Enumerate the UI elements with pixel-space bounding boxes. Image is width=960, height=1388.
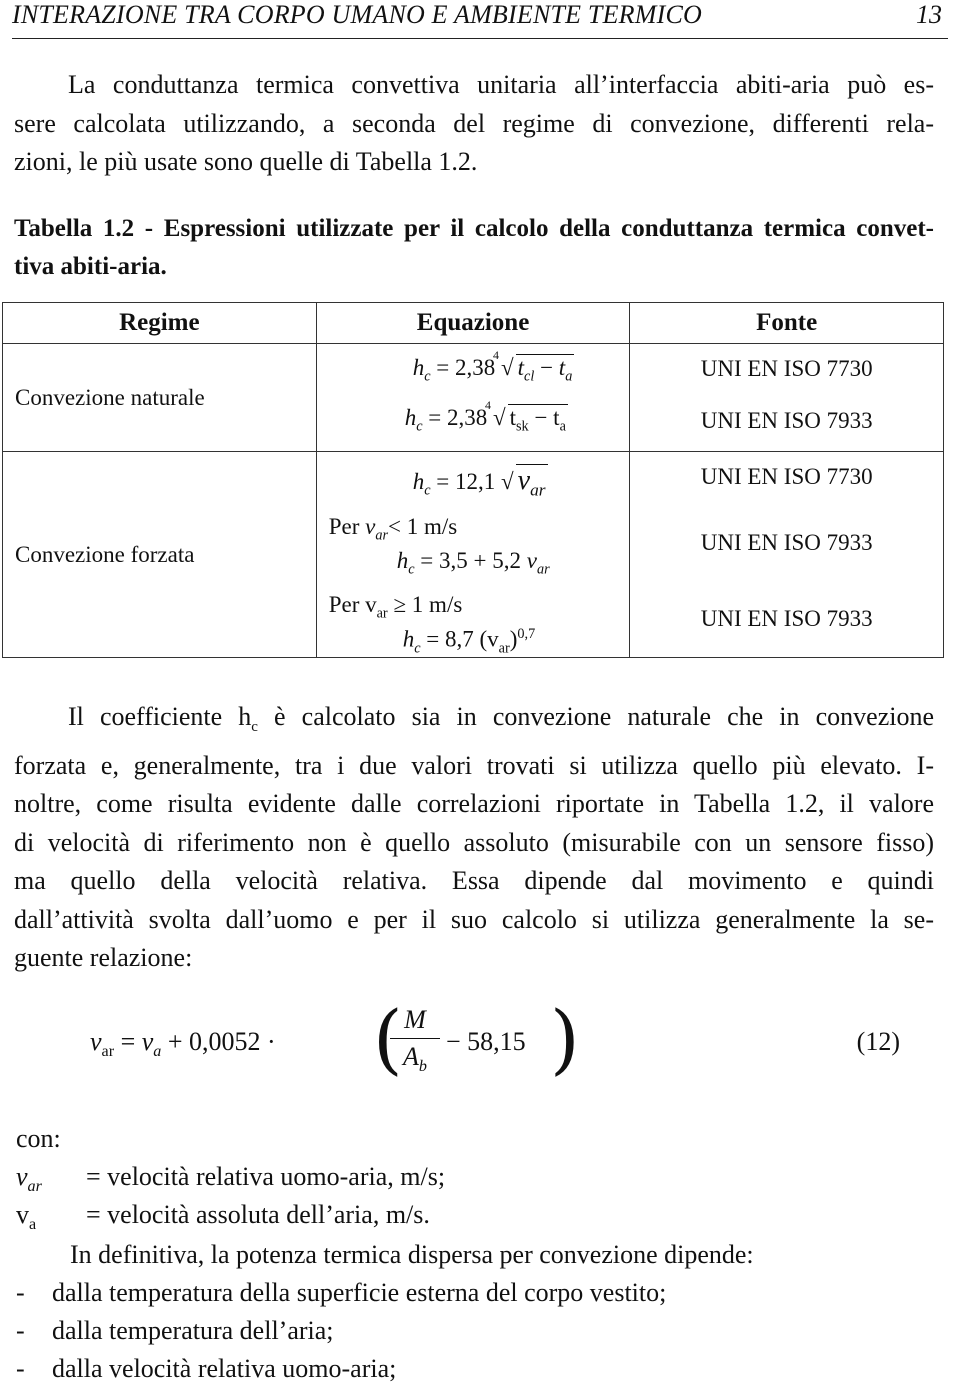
running-header (12, 0, 948, 39)
equation-forced-3: $h_c = 8,7$ $(v_{ar})^{0,7}$ (402, 626, 536, 657)
convection-table (2, 302, 944, 658)
equation-forced-cond-2: Per $v_{ar} \ge 1$ m/s (328, 592, 463, 622)
caption-line-1: Tabella 1.2 - Espressioni utilizzate per il calcolo della conduttanza termica convet- (14, 215, 934, 242)
body-line-6: dall’attività svolta dall’uomo e per il suo calcolo si utilizza generalmente la se- (14, 904, 934, 934)
definition-va: $v_a$ = velocità assoluta dell’aria, m/s. (16, 1200, 430, 1234)
page-number: 13 (916, 0, 942, 29)
source-1: UNI EN ISO 7730 (700, 356, 873, 381)
equation-12 (90, 994, 900, 1085)
source-5: UNI EN ISO 7933 (700, 606, 873, 631)
header-fonte: Fonte (630, 303, 944, 344)
body-line-3: noltre, come risulta evidente dalle correlazioni riportate in Tabella 1.2, il valore (14, 789, 934, 819)
table-header-row (3, 303, 944, 344)
regime-naturale: Convezione naturale (3, 344, 317, 452)
definition-var: $v_{ar}$ = velocità relativa uomo-aria, m/s; (16, 1162, 446, 1196)
header-regime: Regime (3, 303, 317, 344)
body-paragraph (14, 698, 934, 978)
source-2: UNI EN ISO 7933 (700, 408, 873, 433)
header-equazione: Equazione (316, 303, 630, 344)
intro-line-1: La conduttanza termica convettiva unitaria all’interfaccia abiti-aria può es- (68, 70, 934, 99)
body-line-1: Il coefficiente $h_c$ è calcolato sia in convezione naturale che in convezione (68, 702, 934, 736)
regime-forzata: Convezione forzata (3, 452, 317, 658)
sources-naturale (630, 344, 944, 452)
intro-line-3: zioni, le più usate sono quelle di Tabella 1.2. (14, 147, 478, 176)
chapter-title: INTERAZIONE TRA CORPO UMANO E AMBIENTE TERMICO (12, 0, 702, 29)
equation-number: (12) (856, 1027, 900, 1056)
intro-line-2: sere calcolata utilizzando, a seconda del regime di convezione, differenti rela- (14, 108, 934, 138)
intro-paragraph (14, 66, 934, 182)
formula-lhs: $v_{ar} = v_a + 0,0052$ · (90, 1027, 276, 1061)
fraction-numerator: M (404, 1005, 426, 1034)
equation-natural-2: $h_c = 2,38$ 4 √ $t_{sk} - t_a$ (404, 398, 566, 435)
formula-rest: − 58,15 (446, 1027, 526, 1056)
table-caption (14, 210, 934, 286)
body-line-5: ma quello della velocità relativa. Essa dipende dal movimento e quindi (14, 866, 934, 896)
table-row-forzata (3, 452, 944, 658)
body-line-7: guente relazione: (14, 943, 193, 973)
source-3: UNI EN ISO 7730 (700, 464, 873, 489)
left-paren: ( (373, 994, 403, 1083)
sources-forzata (630, 452, 944, 658)
right-paren: ) (550, 994, 580, 1083)
body-line-4: di velocità di riferimento non è quello assoluto (misurabile con un sensore fisso) (14, 827, 934, 857)
caption-line-2: tiva abiti-aria. (14, 253, 167, 280)
equations-naturale (316, 344, 630, 452)
equation-forced-cond-1: Per $v_{ar}< 1$ m/s (328, 514, 458, 544)
equation-forced-1: $h_c = 12,1$ √ $v_{ar}$ (412, 465, 546, 500)
source-4: UNI EN ISO 7933 (700, 530, 873, 555)
body-line-2: forzata e, generalmente, tra i due valori trovati si utilizza quello più elevato. I- (14, 750, 934, 780)
table-row-naturale (3, 344, 944, 452)
fraction-denominator: $A_b$ (403, 1042, 427, 1076)
definitions (16, 1120, 446, 1234)
equation-natural-1: $h_c = 2,38$ 4 √ $t_{cl} - t_a$ (412, 348, 573, 385)
fraction-bar (390, 1038, 440, 1039)
final-paragraph: In definitiva, la potenza termica dispersa per convezione dipende: (70, 1240, 754, 1269)
definitions-label: con: (16, 1124, 61, 1153)
formula-fraction (390, 1005, 440, 1076)
equation-forced-2: $h_c = 3,5 + 5,2$ $v_{ar}$ (396, 548, 550, 578)
equations-forzata (316, 452, 630, 658)
